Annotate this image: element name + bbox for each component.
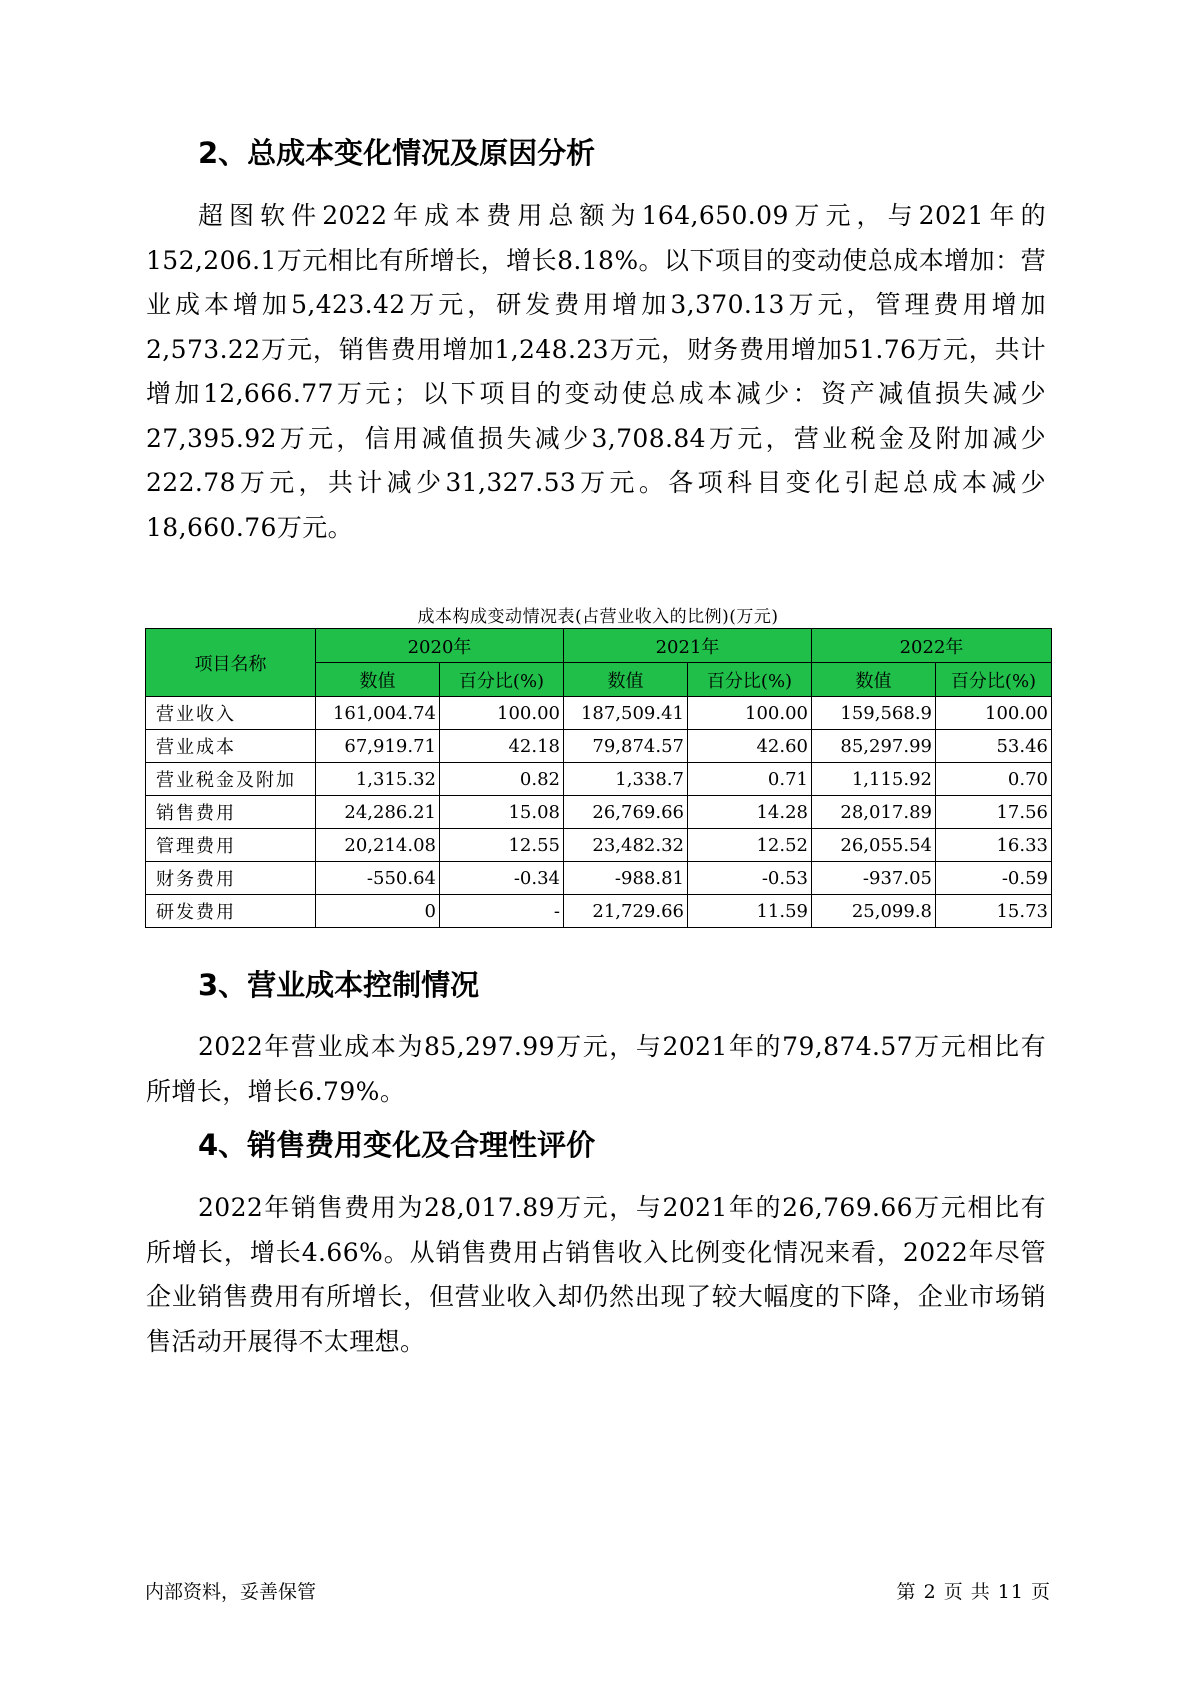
cell-value-2021: 79,874.57 [564,730,688,763]
section-3-heading: 3、营业成本控制情况 [198,968,480,1002]
cell-percent-2021: 100.00 [688,697,812,730]
cell-value-2022: -937.05 [812,862,936,895]
row-name: 营业税金及附加 [146,763,316,796]
cell-percent-2021: 42.60 [688,730,812,763]
header-year-2022: 2022年 [812,629,1052,663]
header-year-2020: 2020年 [316,629,564,663]
cell-percent-2022: 100.00 [936,697,1052,730]
header-year-2021: 2021年 [564,629,812,663]
cell-percent-2021: -0.53 [688,862,812,895]
cell-value-2020: -550.64 [316,862,440,895]
cell-percent-2020: 0.82 [440,763,564,796]
cell-percent-2021: 0.71 [688,763,812,796]
cell-value-2022: 85,297.99 [812,730,936,763]
cell-percent-2020: -0.34 [440,862,564,895]
table-row [146,697,1052,730]
cell-percent-2020: - [440,895,564,928]
row-name: 营业收入 [146,697,316,730]
cell-percent-2021: 11.59 [688,895,812,928]
row-name: 财务费用 [146,862,316,895]
table-header-row-years [146,629,1052,663]
cell-percent-2022: 53.46 [936,730,1052,763]
table-row [146,829,1052,862]
cell-value-2021: 1,338.7 [564,763,688,796]
cell-percent-2022: 17.56 [936,796,1052,829]
cell-value-2022: 25,099.8 [812,895,936,928]
cell-value-2020: 0 [316,895,440,928]
header-percent: 百分比(%) [936,663,1052,697]
section-2-paragraph: 超图软件2022年成本费用总额为164,650.09万元，与2021年的152,206.1万元相比有所增长，增长8.18%。以下项目的变动使总成本增加：营业成本增加5,423.42万元，研发费用增加3,370.13万元，管理费用增加2,573.22万元，销售费用增加1,248.23万元，财务费用增加51.76万元，共计增加12,666.77万元；以下项目的变动使总成本减少：资产减值损失减少27,395.92万元，信用减值损失减少3,708.84万元，营业税金及附加减少222.78万元，共计减少31,327.53万元。各项科目变化引起总成本减少18,660.76万元。 [146,201,1046,542]
section-4-paragraph: 2022年销售费用为28,017.89万元，与2021年的26,769.66万元相比有所增长，增长4.66%。从销售费用占销售收入比例变化情况来看，2022年尽管企业销售费用有所增长，但营业收入却仍然出现了较大幅度的下降，企业市场销售活动开展得不太理想。 [146,1193,1046,1356]
header-percent: 百分比(%) [440,663,564,697]
header-value: 数值 [812,663,936,697]
cell-percent-2020: 100.00 [440,697,564,730]
cell-value-2020: 24,286.21 [316,796,440,829]
row-name: 销售费用 [146,796,316,829]
header-value: 数值 [316,663,440,697]
row-name: 营业成本 [146,730,316,763]
cell-value-2020: 67,919.71 [316,730,440,763]
cell-percent-2022: -0.59 [936,862,1052,895]
row-name: 管理费用 [146,829,316,862]
cell-value-2022: 28,017.89 [812,796,936,829]
section-4-heading: 4、销售费用变化及合理性评价 [198,1128,596,1162]
cell-percent-2020: 12.55 [440,829,564,862]
cell-value-2020: 20,214.08 [316,829,440,862]
table-row [146,763,1052,796]
cell-percent-2022: 15.73 [936,895,1052,928]
cell-percent-2022: 16.33 [936,829,1052,862]
cell-percent-2021: 14.28 [688,796,812,829]
cell-value-2022: 159,568.9 [812,697,936,730]
table-row [146,895,1052,928]
header-percent: 百分比(%) [688,663,812,697]
row-name: 研发费用 [146,895,316,928]
cell-value-2021: 23,482.32 [564,829,688,862]
cell-value-2022: 1,115.92 [812,763,936,796]
table-row [146,862,1052,895]
cell-percent-2020: 15.08 [440,796,564,829]
cell-value-2020: 161,004.74 [316,697,440,730]
table-row [146,796,1052,829]
table-row [146,730,1052,763]
cell-value-2021: 21,729.66 [564,895,688,928]
section-3-paragraph: 2022年营业成本为85,297.99万元，与2021年的79,874.57万元相比有所增长，增长6.79%。 [146,1032,1046,1106]
table-caption: 成本构成变动情况表(占营业收入的比例)(万元) [417,607,779,627]
cell-value-2021: 26,769.66 [564,796,688,829]
cell-value-2020: 1,315.32 [316,763,440,796]
header-value: 数值 [564,663,688,697]
cell-value-2021: -988.81 [564,862,688,895]
section-2-heading: 2、总成本变化情况及原因分析 [198,136,596,170]
cost-structure-table [145,628,1052,928]
cell-percent-2020: 42.18 [440,730,564,763]
footer-confidential-note: 内部资料，妥善保管 [145,1581,317,1603]
cell-percent-2022: 0.70 [936,763,1052,796]
header-item-name: 项目名称 [146,629,316,697]
cell-percent-2021: 12.52 [688,829,812,862]
cell-value-2022: 26,055.54 [812,829,936,862]
cell-value-2021: 187,509.41 [564,697,688,730]
footer-page-number: 第 2 页 共 11 页 [896,1581,1051,1603]
